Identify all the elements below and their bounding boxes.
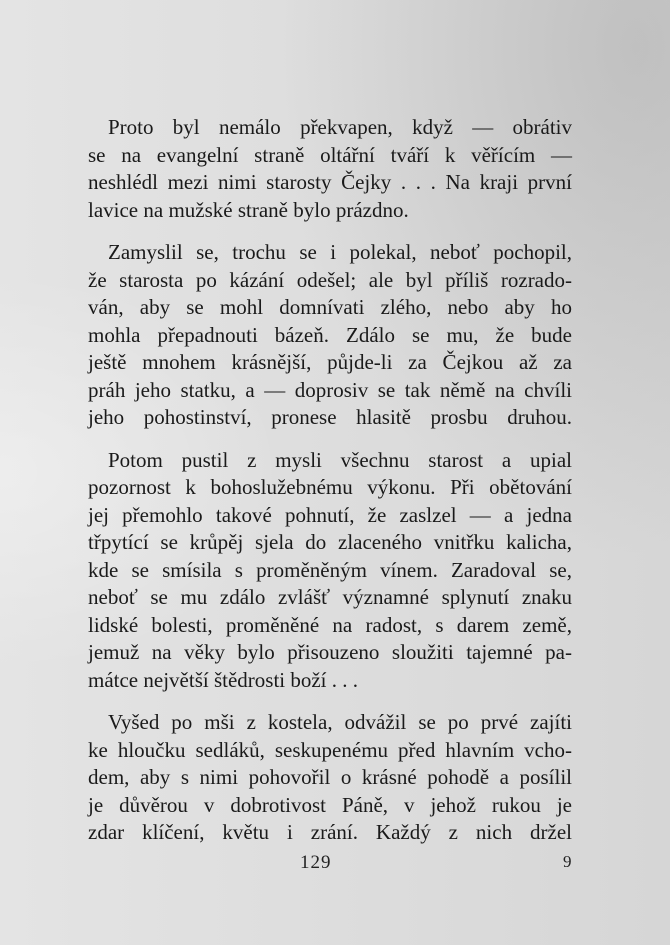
- text-line: Proto byl nemálo překvapen, když — obrátiv: [108, 115, 572, 139]
- text-line: mátce největší štědrosti boží . . .: [88, 667, 359, 692]
- signature-mark: 9: [563, 852, 572, 871]
- text-line: ke hloučku sedláků, seskupenému před hlavním vcho-: [88, 737, 572, 762]
- text-line: Zamyslil se, trochu se i polekal, neboť pochopil,: [108, 240, 572, 264]
- paragraph-2: [88, 239, 572, 432]
- text-line: pozornost k bohoslužebnému výkonu. Při obětování: [88, 475, 572, 499]
- text-line: že starosta po kázání odešel; ale byl příliš rozrado-: [88, 267, 572, 292]
- text-line: jeho pohostinství, pronese hlasitě prosbu druhou.: [88, 405, 572, 429]
- text-line: neshlédl mezi nimi starosty Čejky . . . Na kraji první: [88, 170, 572, 194]
- text-line: lidské bolesti, proměněné na radost, s darem země,: [88, 612, 572, 637]
- text-line: je důvěrou v dobrotivost Páně, v jehož rukou je: [88, 792, 572, 817]
- text-line: kde se smísila s proměněným vínem. Zaradoval se,: [88, 557, 572, 582]
- text-line: se na evangelní straně oltářní tváří k věřícím —: [88, 142, 572, 167]
- text-line: třpytící se krůpěj sjela do zlaceného vnitřku kalicha,: [88, 530, 572, 554]
- text-line: zdar klíčení, květu i zrání. Každý z nich držel: [88, 820, 572, 844]
- text-line: mohla přepadnouti bázeň. Zdálo se mu, že bude: [88, 322, 572, 347]
- paragraph-1: [88, 114, 572, 224]
- text-line: práh jeho statku, a — doprosiv se tak němě na chvíli: [88, 377, 572, 402]
- text-line: dem, aby s nimi pohovořil o krásné pohodě a posílil: [88, 765, 572, 789]
- paragraph-4: [88, 709, 572, 847]
- text-line: ván, aby se mohl domnívati zlého, nebo aby ho: [88, 295, 572, 319]
- text-line: Potom pustil z mysli všechnu starost a upial: [108, 447, 572, 472]
- text-line: neboť se mu zdálo zvlášť významné splynutí znaku: [88, 585, 572, 609]
- text-line: lavice na mužské straně bylo prázdno.: [88, 197, 409, 222]
- book-page-text: [88, 114, 572, 847]
- text-line: ještě mnohem krásnější, půjde-li za Čejkou až za: [88, 350, 572, 374]
- page-number: 129: [300, 852, 332, 873]
- text-line: jemuž na věky bylo přisouzeno sloužiti tajemné pa-: [88, 640, 572, 664]
- paragraph-3: [88, 447, 572, 695]
- text-line: jej přemohlo takové pohnutí, že zaslzel — a jedna: [88, 502, 572, 527]
- text-line: Vyšed po mši z kostela, odvážil se po prvé zajíti: [108, 710, 572, 734]
